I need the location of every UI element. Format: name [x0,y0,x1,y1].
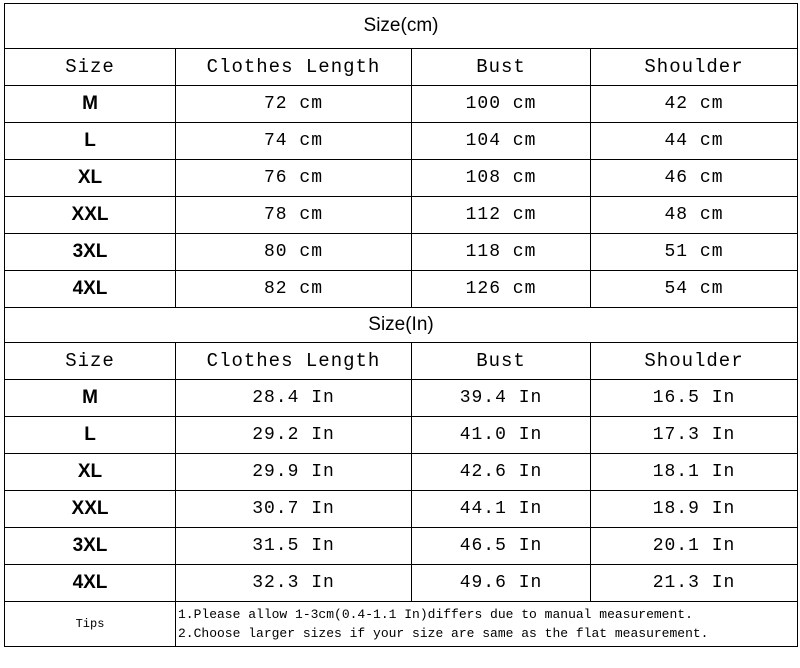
table-row [5,454,798,491]
header-bust: Bust [412,49,591,86]
table-row [5,380,798,417]
header-clothes-length: Clothes Length [176,49,412,86]
length-cell: 78 cm [176,197,412,234]
bust-cell: 49.6 In [412,565,591,602]
size-cell: XXL [5,491,176,528]
table-row [5,234,798,271]
shoulder-cell: 46 cm [591,160,798,197]
cm-title-row [5,4,798,49]
shoulder-cell: 42 cm [591,86,798,123]
length-cell: 82 cm [176,271,412,308]
table-row [5,160,798,197]
bust-cell: 112 cm [412,197,591,234]
size-cell: M [5,380,176,417]
tips-line-2: 2.Choose larger sizes if your size are same as the flat measurement. [178,626,709,641]
bust-cell: 39.4 In [412,380,591,417]
table-row [5,86,798,123]
size-cell: XL [5,454,176,491]
table-row [5,123,798,160]
length-cell: 72 cm [176,86,412,123]
size-cell: 3XL [5,528,176,565]
header-shoulder: Shoulder [591,49,798,86]
bust-cell: 118 cm [412,234,591,271]
table-row [5,528,798,565]
size-cell: M [5,86,176,123]
cm-header-row [5,49,798,86]
bust-cell: 42.6 In [412,454,591,491]
shoulder-cell: 20.1 In [591,528,798,565]
tips-text [176,602,798,647]
size-cell: L [5,417,176,454]
tips-row [5,602,798,647]
shoulder-cell: 16.5 In [591,380,798,417]
bust-cell: 100 cm [412,86,591,123]
bust-cell: 126 cm [412,271,591,308]
table-row [5,491,798,528]
bust-cell: 41.0 In [412,417,591,454]
shoulder-cell: 54 cm [591,271,798,308]
size-table [4,3,798,647]
in-section-title: Size(In) [5,308,798,343]
table-row [5,417,798,454]
length-cell: 28.4 In [176,380,412,417]
length-cell: 29.9 In [176,454,412,491]
length-cell: 30.7 In [176,491,412,528]
tips-label: Tips [5,602,176,647]
header-shoulder: Shoulder [591,343,798,380]
table-row [5,197,798,234]
header-clothes-length: Clothes Length [176,343,412,380]
size-cell: XL [5,160,176,197]
header-size: Size [5,49,176,86]
shoulder-cell: 18.9 In [591,491,798,528]
bust-cell: 44.1 In [412,491,591,528]
shoulder-cell: 21.3 In [591,565,798,602]
length-cell: 32.3 In [176,565,412,602]
shoulder-cell: 17.3 In [591,417,798,454]
table-row [5,271,798,308]
shoulder-cell: 48 cm [591,197,798,234]
size-cell: 4XL [5,565,176,602]
size-cell: 3XL [5,234,176,271]
size-cell: L [5,123,176,160]
size-cell: 4XL [5,271,176,308]
bust-cell: 46.5 In [412,528,591,565]
header-size: Size [5,343,176,380]
length-cell: 29.2 In [176,417,412,454]
length-cell: 76 cm [176,160,412,197]
shoulder-cell: 18.1 In [591,454,798,491]
bust-cell: 104 cm [412,123,591,160]
bust-cell: 108 cm [412,160,591,197]
length-cell: 80 cm [176,234,412,271]
length-cell: 74 cm [176,123,412,160]
length-cell: 31.5 In [176,528,412,565]
table-row [5,565,798,602]
tips-line-1: 1.Please allow 1-3cm(0.4-1.1 In)differs due to manual measurement. [178,607,693,622]
cm-section-title: Size(cm) [5,4,798,49]
size-cell: XXL [5,197,176,234]
shoulder-cell: 51 cm [591,234,798,271]
in-header-row [5,343,798,380]
header-bust: Bust [412,343,591,380]
shoulder-cell: 44 cm [591,123,798,160]
in-title-row [5,308,798,343]
